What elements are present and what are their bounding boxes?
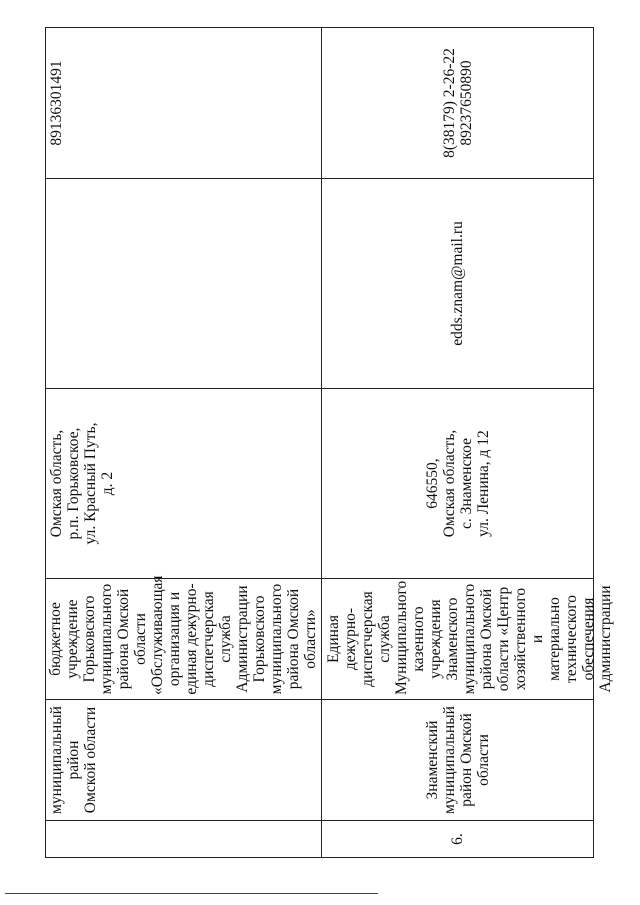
district-cell — [322, 700, 594, 821]
address-cell — [46, 389, 322, 579]
district-cell — [46, 700, 322, 821]
district-name: муниципальный район Омской области — [48, 706, 99, 814]
phone-text: 89136301491 — [48, 60, 65, 146]
organization-name: бюджетное учреждение Горьковского муниципального района Омской области «Обслуживающая организация и единая дежурно- диспетчерская служба Администрации Горьковского муниципального района Омской области» — [46, 575, 319, 695]
address-cell — [322, 389, 594, 579]
row-number-cell — [322, 821, 594, 858]
phone-text: 8(38179) 2-26-22 89237650890 — [440, 48, 475, 158]
rotated-document-page — [45, 28, 614, 858]
email-text: edds.znam@mail.ru — [449, 221, 466, 346]
address-text: Омская область, р.п. Горьковское, ул. Красный Путь, д. 2 — [48, 422, 116, 545]
contacts-table — [45, 27, 614, 858]
organization-name: Единая дежурно- диспетчерская служба Муниципального казенного учреждения Знаменского муниципального района Омской области «Центр хозяйственного и материально технического обеспечения Администрации — [324, 580, 614, 695]
email-cell — [46, 179, 322, 389]
table-row — [46, 28, 322, 858]
district-name: Знаменский муниципальный район Омской области — [423, 706, 492, 814]
row-number-cell — [46, 821, 322, 858]
organization-cell — [322, 579, 614, 700]
phone-cell — [322, 28, 594, 179]
table-row — [322, 28, 594, 858]
phone-cell — [46, 28, 322, 179]
organization-cell — [46, 575, 322, 700]
footnote-divider — [5, 893, 378, 894]
email-cell — [322, 179, 594, 389]
address-text: 646550, Омская область, с. Знаменское ул. Ленина, д 12 — [423, 429, 492, 538]
row-number: 6. — [449, 833, 466, 845]
